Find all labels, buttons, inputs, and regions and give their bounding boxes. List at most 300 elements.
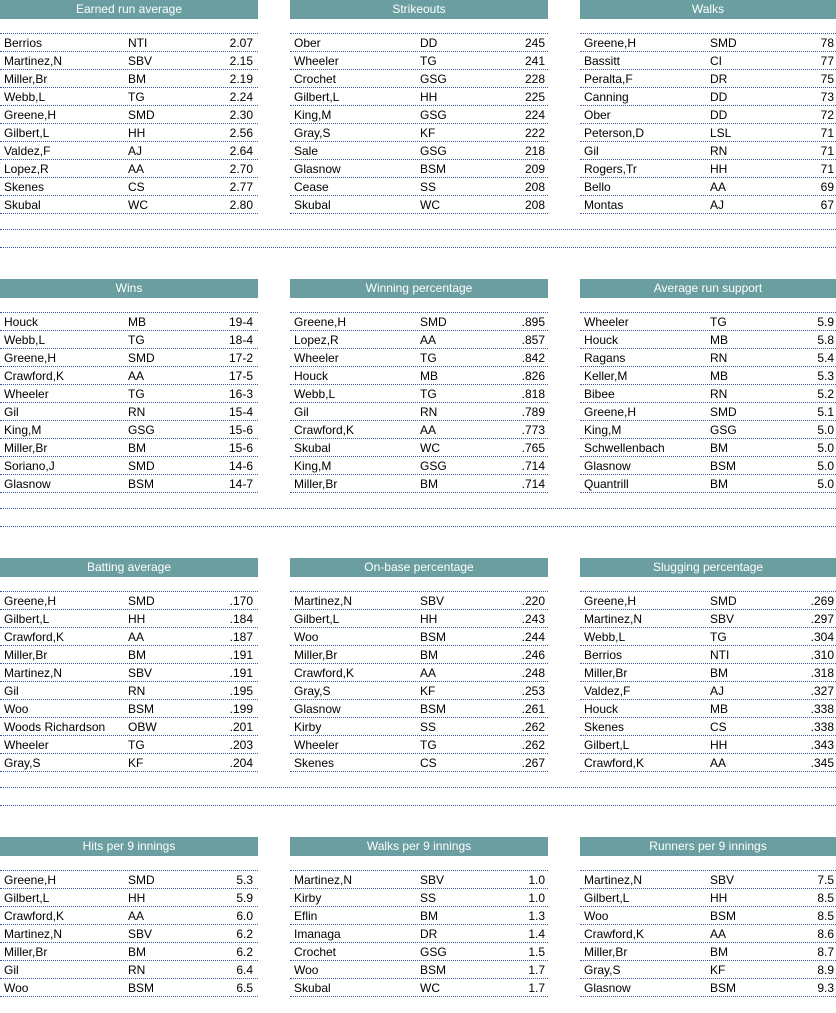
player-name: Keller,M	[584, 369, 628, 383]
player-name: Greene,H	[584, 405, 637, 419]
player-name: Martinez,N	[584, 612, 643, 626]
player-name: Gil	[4, 405, 19, 419]
player-name: Crawford,K	[294, 666, 355, 680]
stat-value: 78	[820, 36, 834, 50]
table-row	[580, 871, 836, 889]
team-code: RN	[710, 351, 728, 365]
table-row	[580, 628, 836, 646]
team-code: DR	[710, 72, 728, 86]
table-row	[290, 889, 548, 907]
table-row	[290, 439, 548, 457]
player-name: Crochet	[294, 72, 337, 86]
stat-value: .261	[521, 702, 545, 716]
player-name: Lopez,R	[4, 162, 49, 176]
team-code: SS	[420, 891, 437, 905]
player-name: Webb,L	[294, 387, 336, 401]
player-name: Peterson,D	[584, 126, 645, 140]
stat-value: 2.24	[229, 90, 253, 104]
team-code: SBV	[710, 612, 735, 626]
table-row	[290, 196, 548, 214]
stat-value: .204	[229, 756, 253, 770]
table-row	[290, 664, 548, 682]
stat-value: 5.9	[817, 315, 834, 329]
runners-per-9-innings-table	[580, 837, 836, 997]
stat-value: 17-5	[228, 369, 253, 383]
table-row	[0, 979, 258, 997]
table-row	[290, 88, 548, 106]
stat-value: 1.3	[528, 909, 545, 923]
team-code: TG	[710, 630, 727, 644]
stat-value: .262	[521, 720, 545, 734]
team-code: AA	[420, 333, 437, 347]
team-code: BM	[128, 72, 146, 86]
team-code: TG	[710, 315, 727, 329]
stat-value: .297	[810, 612, 834, 626]
player-name: Ragans	[584, 351, 626, 365]
team-code: KF	[710, 963, 726, 977]
table-row	[580, 367, 836, 385]
team-code: BM	[128, 945, 146, 959]
table-row	[290, 925, 548, 943]
table-header: On-base percentage	[290, 558, 548, 577]
player-name: Houck	[294, 369, 329, 383]
table-row	[580, 142, 836, 160]
player-name: Crawford,K	[4, 909, 65, 923]
table-row	[580, 610, 836, 628]
stat-value: 8.5	[817, 909, 834, 923]
team-code: DD	[710, 108, 728, 122]
stat-value: .318	[810, 666, 834, 680]
team-code: AA	[128, 630, 145, 644]
table-row	[290, 403, 548, 421]
team-code: GSG	[420, 459, 447, 473]
table-row	[0, 403, 258, 421]
table-row	[580, 907, 836, 925]
player-name: Glasnow	[294, 162, 341, 176]
table-row	[0, 124, 258, 142]
player-name: Glasnow	[4, 477, 51, 491]
table-row	[0, 196, 258, 214]
player-name: Greene,H	[4, 873, 57, 887]
table-row	[580, 160, 836, 178]
player-name: Webb,L	[4, 333, 46, 347]
player-name: Miller,Br	[584, 945, 628, 959]
table-row	[580, 106, 836, 124]
team-code: SBV	[420, 594, 445, 608]
team-code: AA	[128, 369, 145, 383]
team-code: RN	[420, 405, 438, 419]
team-code: WC	[420, 441, 440, 455]
player-name: Glasnow	[294, 702, 341, 716]
team-code: AJ	[128, 144, 143, 158]
team-code: SBV	[128, 666, 153, 680]
player-name: King,M	[294, 459, 332, 473]
stat-value: 1.7	[528, 963, 545, 977]
player-name: Schwellenbach	[584, 441, 665, 455]
stat-value: 2.15	[229, 54, 253, 68]
table-row	[290, 349, 548, 367]
header-spacer	[0, 298, 258, 313]
team-code: BM	[710, 441, 728, 455]
table-row	[580, 349, 836, 367]
table-row	[0, 367, 258, 385]
header-spacer	[290, 19, 548, 34]
table-row	[0, 871, 258, 889]
team-code: AA	[710, 927, 727, 941]
player-name: Houck	[584, 702, 619, 716]
table-row	[0, 736, 258, 754]
player-name: Sale	[294, 144, 319, 158]
hits-per-9-innings-table	[0, 837, 258, 997]
player-name: Crawford,K	[584, 927, 645, 941]
team-code: CI	[710, 54, 722, 68]
stat-value: 14-7	[228, 477, 253, 491]
team-code: SMD	[710, 594, 737, 608]
slugging-percentage-table	[580, 558, 836, 772]
table-header: Walks	[580, 0, 836, 19]
team-code: MB	[710, 333, 728, 347]
team-code: SMD	[128, 873, 155, 887]
stat-value: .220	[521, 594, 545, 608]
stat-value: 1.5	[528, 945, 545, 959]
stat-value: .714	[521, 477, 545, 491]
team-code: WC	[420, 981, 440, 995]
team-code: SMD	[128, 108, 155, 122]
stat-value: 2.19	[229, 72, 253, 86]
table-row	[0, 349, 258, 367]
stat-value: 1.0	[528, 891, 545, 905]
table-row	[290, 457, 548, 475]
stat-value: 72	[820, 108, 834, 122]
team-code: AA	[710, 756, 727, 770]
table-row	[290, 178, 548, 196]
team-code: HH	[420, 90, 438, 104]
team-code: SS	[420, 180, 437, 194]
player-name: Crawford,K	[4, 369, 65, 383]
table-row	[580, 961, 836, 979]
table-row	[290, 754, 548, 772]
team-code: TG	[420, 387, 437, 401]
stat-value: 8.6	[817, 927, 834, 941]
table-row	[0, 610, 258, 628]
walks-table	[580, 0, 836, 214]
player-name: Martinez,N	[4, 54, 63, 68]
team-code: GSG	[420, 72, 447, 86]
player-name: Greene,H	[584, 594, 637, 608]
header-spacer	[290, 298, 548, 313]
player-name: Gil	[4, 684, 19, 698]
stat-value: 15-6	[228, 441, 253, 455]
table-header: Slugging percentage	[580, 558, 836, 577]
table-row	[0, 718, 258, 736]
table-row	[290, 871, 548, 889]
table-row	[580, 979, 836, 997]
table-row	[290, 700, 548, 718]
player-name: Imanaga	[294, 927, 341, 941]
team-code: HH	[710, 162, 728, 176]
player-name: Woods Richardson	[4, 720, 106, 734]
table-row	[0, 385, 258, 403]
team-code: KF	[420, 126, 436, 140]
stat-value: .327	[810, 684, 834, 698]
stat-value: .243	[521, 612, 545, 626]
stat-value: 18-4	[228, 333, 253, 347]
team-code: TG	[128, 738, 145, 752]
team-code: CS	[420, 756, 437, 770]
table-row	[290, 124, 548, 142]
player-name: Valdez,F	[4, 144, 51, 158]
player-name: Bassitt	[584, 54, 621, 68]
team-code: BSM	[128, 981, 155, 995]
table-row	[580, 88, 836, 106]
team-code: MB	[710, 702, 728, 716]
team-code: WC	[128, 198, 148, 212]
team-code: RN	[128, 405, 146, 419]
stat-value: .170	[229, 594, 253, 608]
table-row	[290, 421, 548, 439]
player-name: Martinez,N	[294, 873, 353, 887]
stat-value: 75	[820, 72, 834, 86]
team-code: TG	[128, 90, 145, 104]
stat-value: 69	[820, 180, 834, 194]
stat-value: 5.3	[817, 369, 834, 383]
table-header: Wins	[0, 279, 258, 298]
player-name: Houck	[584, 333, 619, 347]
table-header: Winning percentage	[290, 279, 548, 298]
dotted-separator	[0, 229, 836, 230]
player-name: Woo	[294, 963, 319, 977]
stat-value: 5.4	[817, 351, 834, 365]
stat-value: .842	[521, 351, 545, 365]
player-name: Woo	[294, 630, 319, 644]
team-code: AJ	[710, 198, 725, 212]
dotted-separator	[0, 508, 836, 509]
player-name: Lopez,R	[294, 333, 339, 347]
team-code: LSL	[710, 126, 732, 140]
team-code: SMD	[710, 405, 737, 419]
stat-value: .310	[810, 648, 834, 662]
stat-value: .201	[229, 720, 253, 734]
stat-value: .714	[521, 459, 545, 473]
table-row	[580, 52, 836, 70]
team-code: SMD	[710, 36, 737, 50]
player-name: Skubal	[294, 981, 331, 995]
table-row	[580, 331, 836, 349]
table-row	[290, 106, 548, 124]
table-row	[290, 961, 548, 979]
player-name: King,M	[584, 423, 622, 437]
team-code: WC	[420, 198, 440, 212]
player-name: Miller,Br	[4, 945, 48, 959]
player-name: Miller,Br	[294, 648, 338, 662]
stat-value: .857	[521, 333, 545, 347]
stat-value: .184	[229, 612, 253, 626]
table-row	[580, 718, 836, 736]
walks-per-9-innings-table	[290, 837, 548, 997]
table-row	[290, 331, 548, 349]
player-name: Peralta,F	[584, 72, 633, 86]
table-row	[290, 979, 548, 997]
stat-value: 5.9	[236, 891, 253, 905]
player-name: Rogers,Tr	[584, 162, 637, 176]
player-name: Miller,Br	[4, 648, 48, 662]
table-row	[580, 178, 836, 196]
player-name: Skubal	[4, 198, 41, 212]
player-name: Martinez,N	[4, 927, 63, 941]
table-row	[0, 88, 258, 106]
team-code: MB	[710, 369, 728, 383]
table-row	[290, 367, 548, 385]
stat-value: 6.2	[236, 945, 253, 959]
stat-value: 1.4	[528, 927, 545, 941]
table-row	[290, 70, 548, 88]
dotted-separator	[0, 247, 836, 248]
stat-value: 208	[524, 180, 545, 194]
player-name: Gil	[294, 405, 309, 419]
team-code: DD	[420, 36, 438, 50]
stat-value: 14-6	[228, 459, 253, 473]
stat-value: .199	[229, 702, 253, 716]
stat-value: .244	[521, 630, 545, 644]
player-name: Ober	[584, 108, 611, 122]
stat-value: 6.0	[236, 909, 253, 923]
player-name: Eflin	[294, 909, 318, 923]
player-name: Greene,H	[294, 315, 347, 329]
player-name: Gilbert,L	[294, 90, 340, 104]
stat-value: .789	[521, 405, 545, 419]
player-name: Canning	[584, 90, 629, 104]
team-code: GSG	[420, 945, 447, 959]
team-code: SMD	[128, 351, 155, 365]
stat-value: 16-3	[228, 387, 253, 401]
team-code: GSG	[710, 423, 737, 437]
header-spacer	[0, 856, 258, 871]
table-row	[0, 178, 258, 196]
table-row	[0, 907, 258, 925]
header-spacer	[580, 298, 836, 313]
stat-value: 67	[820, 198, 834, 212]
player-name: Cease	[294, 180, 329, 194]
table-header: Strikeouts	[290, 0, 548, 19]
player-name: Skubal	[294, 198, 331, 212]
stat-value: .338	[810, 702, 834, 716]
player-name: Wheeler	[4, 387, 49, 401]
table-header: Hits per 9 innings	[0, 837, 258, 856]
table-row	[0, 331, 258, 349]
table-row	[580, 70, 836, 88]
player-name: Quantrill	[584, 477, 629, 491]
player-name: Gray,S	[294, 126, 331, 140]
team-code: BSM	[710, 981, 737, 995]
table-row	[290, 943, 548, 961]
wins-table	[0, 279, 258, 493]
player-name: Greene,H	[4, 594, 57, 608]
table-row	[580, 385, 836, 403]
table-row	[580, 403, 836, 421]
player-name: King,M	[4, 423, 42, 437]
stat-value: 19-4	[228, 315, 253, 329]
table-row	[580, 646, 836, 664]
stat-value: .818	[521, 387, 545, 401]
table-header: Walks per 9 innings	[290, 837, 548, 856]
team-code: TG	[128, 333, 145, 347]
team-code: AA	[710, 180, 727, 194]
stat-value: .262	[521, 738, 545, 752]
team-code: BSM	[420, 630, 447, 644]
table-row	[580, 682, 836, 700]
table-row	[0, 475, 258, 493]
table-row	[290, 682, 548, 700]
team-code: DR	[420, 927, 438, 941]
team-code: RN	[128, 963, 146, 977]
on-base-percentage-table	[290, 558, 548, 772]
table-row	[290, 475, 548, 493]
batting-average-table	[0, 558, 258, 772]
table-row	[0, 943, 258, 961]
player-name: Gilbert,L	[294, 612, 340, 626]
team-code: SBV	[710, 873, 735, 887]
player-name: Miller,Br	[4, 441, 48, 455]
winning-percentage-table	[290, 279, 548, 493]
team-code: BM	[420, 909, 438, 923]
table-row	[290, 646, 548, 664]
earned-run-average-table	[0, 0, 258, 214]
player-name: Martinez,N	[584, 873, 643, 887]
player-name: Greene,H	[584, 36, 637, 50]
player-name: Martinez,N	[294, 594, 353, 608]
team-code: RN	[710, 144, 728, 158]
team-code: BM	[128, 441, 146, 455]
team-code: NTI	[128, 36, 148, 50]
table-row	[580, 457, 836, 475]
table-row	[580, 34, 836, 52]
player-name: Houck	[4, 315, 39, 329]
team-code: CS	[128, 180, 145, 194]
team-code: HH	[710, 891, 728, 905]
table-row	[290, 160, 548, 178]
team-code: BSM	[420, 702, 447, 716]
stat-value: 228	[524, 72, 545, 86]
player-name: Berrios	[584, 648, 623, 662]
stat-value: 8.5	[817, 891, 834, 905]
team-code: GSG	[420, 144, 447, 158]
stat-value: 5.0	[817, 441, 834, 455]
player-name: Miller,Br	[4, 72, 48, 86]
player-name: Gilbert,L	[4, 891, 50, 905]
team-code: AA	[420, 666, 437, 680]
stat-value: 8.9	[817, 963, 834, 977]
team-code: BSM	[710, 459, 737, 473]
table-row	[0, 439, 258, 457]
stat-value: 71	[820, 162, 834, 176]
table-row	[0, 52, 258, 70]
header-spacer	[580, 19, 836, 34]
stat-value: 1.0	[528, 873, 545, 887]
player-name: Gilbert,L	[4, 612, 50, 626]
stat-value: .304	[810, 630, 834, 644]
table-row	[0, 664, 258, 682]
player-name: Miller,Br	[294, 477, 338, 491]
player-name: Bibee	[584, 387, 615, 401]
table-row	[580, 421, 836, 439]
team-code: AA	[128, 162, 145, 176]
stat-value: 6.2	[236, 927, 253, 941]
player-name: Crawford,K	[584, 756, 645, 770]
table-row	[290, 142, 548, 160]
table-row	[580, 592, 836, 610]
player-name: Valdez,F	[584, 684, 631, 698]
team-code: SMD	[128, 594, 155, 608]
